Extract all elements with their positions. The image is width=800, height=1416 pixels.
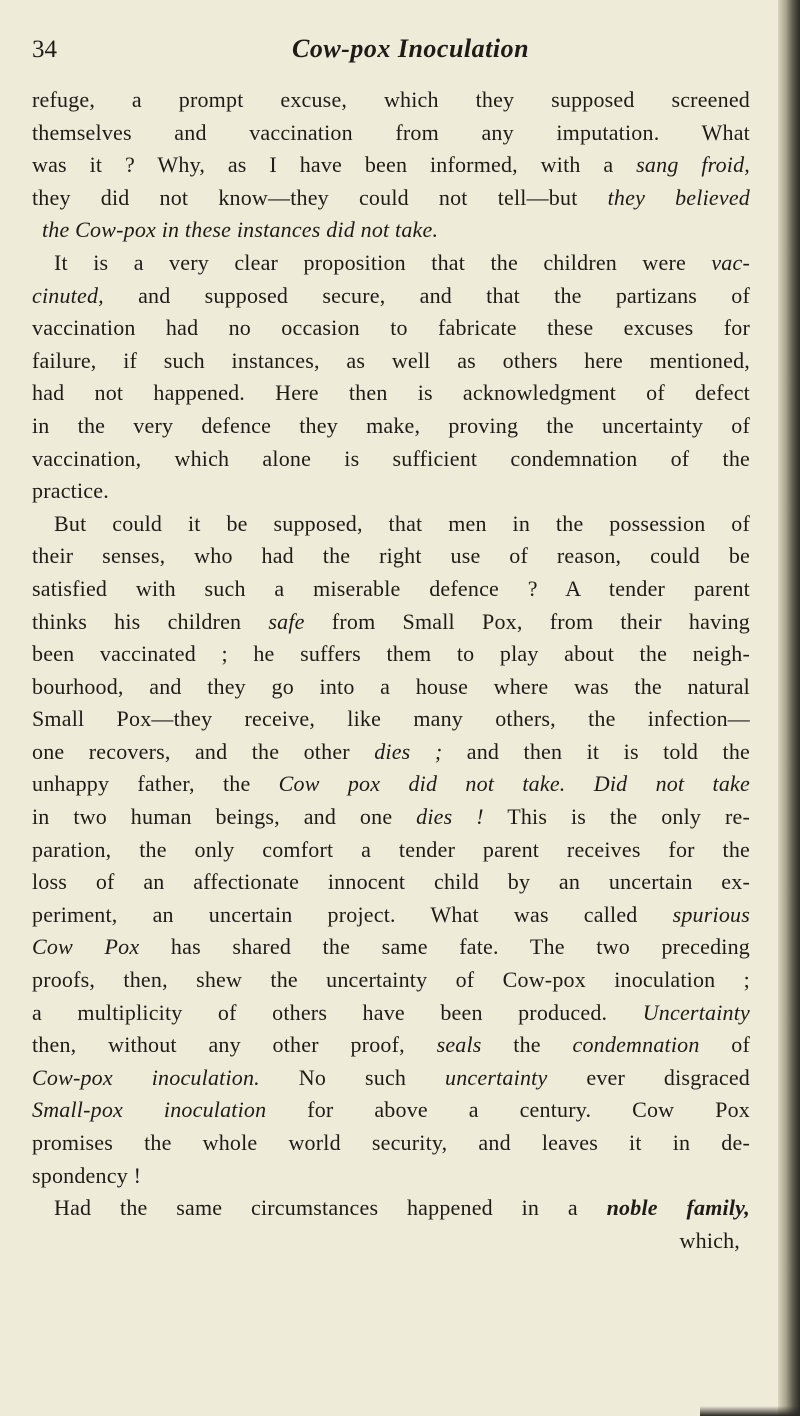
text-line — [32, 149, 750, 182]
text-run: from Small Pox, from their having — [304, 608, 750, 634]
text-line — [32, 540, 750, 573]
text-line — [32, 182, 750, 215]
text-line — [32, 964, 750, 997]
text-line — [32, 247, 750, 280]
text-line — [32, 84, 750, 117]
text-run: periment, an uncertain project. What was called — [32, 901, 673, 927]
text-line — [32, 117, 750, 150]
text-run: and then it is told the — [442, 738, 750, 764]
text-run: then, without any other proof, — [32, 1032, 437, 1058]
text-run: one recovers, and the other — [32, 738, 375, 764]
text-run: the — [481, 1032, 573, 1058]
running-title: Cow-pox Inoculation — [292, 34, 530, 63]
italic-text: Cow-pox inoculation. — [32, 1064, 260, 1090]
italic-text: Uncertainty — [642, 999, 750, 1025]
text-run: No such — [259, 1064, 446, 1090]
text-line — [32, 1225, 750, 1258]
text-run: failure, if such instances, as well as others here mentioned, — [32, 347, 750, 373]
page-header — [32, 30, 752, 70]
page-number: 34 — [32, 36, 57, 63]
italic-text: cinuted, — [32, 282, 104, 308]
text-line — [32, 703, 750, 736]
text-run: which, — [679, 1227, 740, 1253]
text-run: promises the whole world security, and leaves it in de- — [32, 1130, 750, 1155]
text-line — [32, 1062, 750, 1095]
italic-text: condemnation — [572, 1032, 700, 1058]
text-run: has shared the same fate. The two preceding — [139, 934, 751, 960]
text-line — [32, 736, 750, 769]
text-run: Had the same circumstances happened in a — [54, 1195, 607, 1221]
italic-text: noble family, — [606, 1195, 750, 1221]
italic-text: they believed — [607, 184, 750, 210]
text-run: and supposed secure, and that the partizans of — [103, 282, 750, 308]
text-run: proofs, then, shew the uncertainty of Cow-pox inoculation ; — [32, 967, 750, 993]
text-run: for above a century. Cow Pox — [266, 1097, 750, 1123]
italic-text: safe — [268, 608, 305, 634]
text-run: themselves and vaccination from any imputation. What — [32, 119, 750, 145]
italic-text: dies ; — [374, 738, 443, 764]
text-line — [32, 671, 750, 704]
text-line — [32, 1127, 750, 1160]
text-line — [32, 475, 750, 508]
text-run: vaccination, which alone is sufficient condemnation of the — [32, 445, 750, 471]
text-line — [32, 1094, 750, 1127]
page-corner-shadow — [700, 1406, 800, 1416]
text-run: had not happened. Here then is acknowledgment of defect — [32, 380, 750, 406]
text-line — [32, 931, 750, 964]
text-run: practice. — [32, 478, 109, 504]
text-line — [32, 638, 750, 671]
text-run: refuge, a prompt excuse, which they supposed screened — [32, 87, 750, 112]
text-run: It is a very clear proposition that the children were — [54, 249, 712, 275]
text-line — [32, 508, 750, 541]
text-run: ever disgraced — [547, 1064, 751, 1090]
text-line — [32, 345, 750, 378]
text-run: a multiplicity of others have been produced. — [32, 999, 643, 1025]
text-line — [32, 280, 750, 313]
text-run: thinks his children — [32, 608, 269, 634]
text-run: in the very defence they make, proving the uncertainty of — [32, 412, 750, 438]
italic-text: uncertainty — [445, 1064, 548, 1090]
text-line — [32, 1192, 750, 1225]
italic-text: dies ! — [416, 804, 484, 830]
italic-text: sang froid, — [636, 152, 751, 178]
italic-text: Small-pox inoculation — [32, 1097, 267, 1123]
text-run: their senses, who had the right use of reason, could be — [32, 543, 750, 569]
text-run: of — [699, 1032, 750, 1058]
text-line — [32, 1029, 750, 1062]
text-line — [32, 443, 750, 476]
text-run: bourhood, and they go into a house where was the natural — [32, 673, 750, 699]
italic-text: Cow pox did not take. Did not take — [278, 771, 750, 797]
text-run: they did not know—they could not tell—but — [32, 184, 608, 210]
text-line — [32, 866, 750, 899]
italic-text: seals — [436, 1032, 482, 1058]
text-line — [32, 801, 750, 834]
text-run: vaccination had no occasion to fabricate these excuses for — [32, 315, 750, 341]
text-run: was it ? Why, as I have been informed, with a — [32, 152, 637, 178]
text-line — [32, 1160, 750, 1193]
body-text — [32, 84, 750, 1257]
text-run: unhappy father, the — [32, 771, 279, 797]
italic-text: vac- — [711, 249, 750, 275]
text-line — [32, 410, 750, 443]
text-run: loss of an affectionate innocent child by an uncertain ex- — [32, 869, 750, 895]
text-line — [32, 312, 750, 345]
text-line — [42, 214, 750, 247]
text-run: Small Pox—they receive, like many others, the infection— — [32, 706, 750, 732]
italic-text: the Cow-pox in these instances did not take. — [42, 217, 439, 243]
text-line — [32, 606, 750, 639]
text-line — [32, 899, 750, 932]
text-run: This is the only re- — [483, 804, 750, 830]
text-run: satisfied with such a miserable defence ? A tender parent — [32, 575, 750, 601]
text-line — [32, 834, 750, 867]
italic-text: Cow Pox — [32, 934, 140, 960]
text-line — [32, 573, 750, 606]
text-run: been vaccinated ; he suffers them to play about the neigh- — [32, 641, 750, 667]
text-run: paration, the only comfort a tender parent receives for the — [32, 836, 750, 862]
text-run: But could it be supposed, that men in the possession of — [54, 510, 750, 536]
page-edge-shadow — [778, 0, 800, 1416]
text-run: in two human beings, and one — [32, 804, 417, 830]
text-line — [32, 377, 750, 410]
text-line — [32, 997, 750, 1030]
text-line — [32, 768, 750, 801]
italic-text: spurious — [672, 901, 750, 927]
text-run: spondency ! — [32, 1162, 142, 1188]
